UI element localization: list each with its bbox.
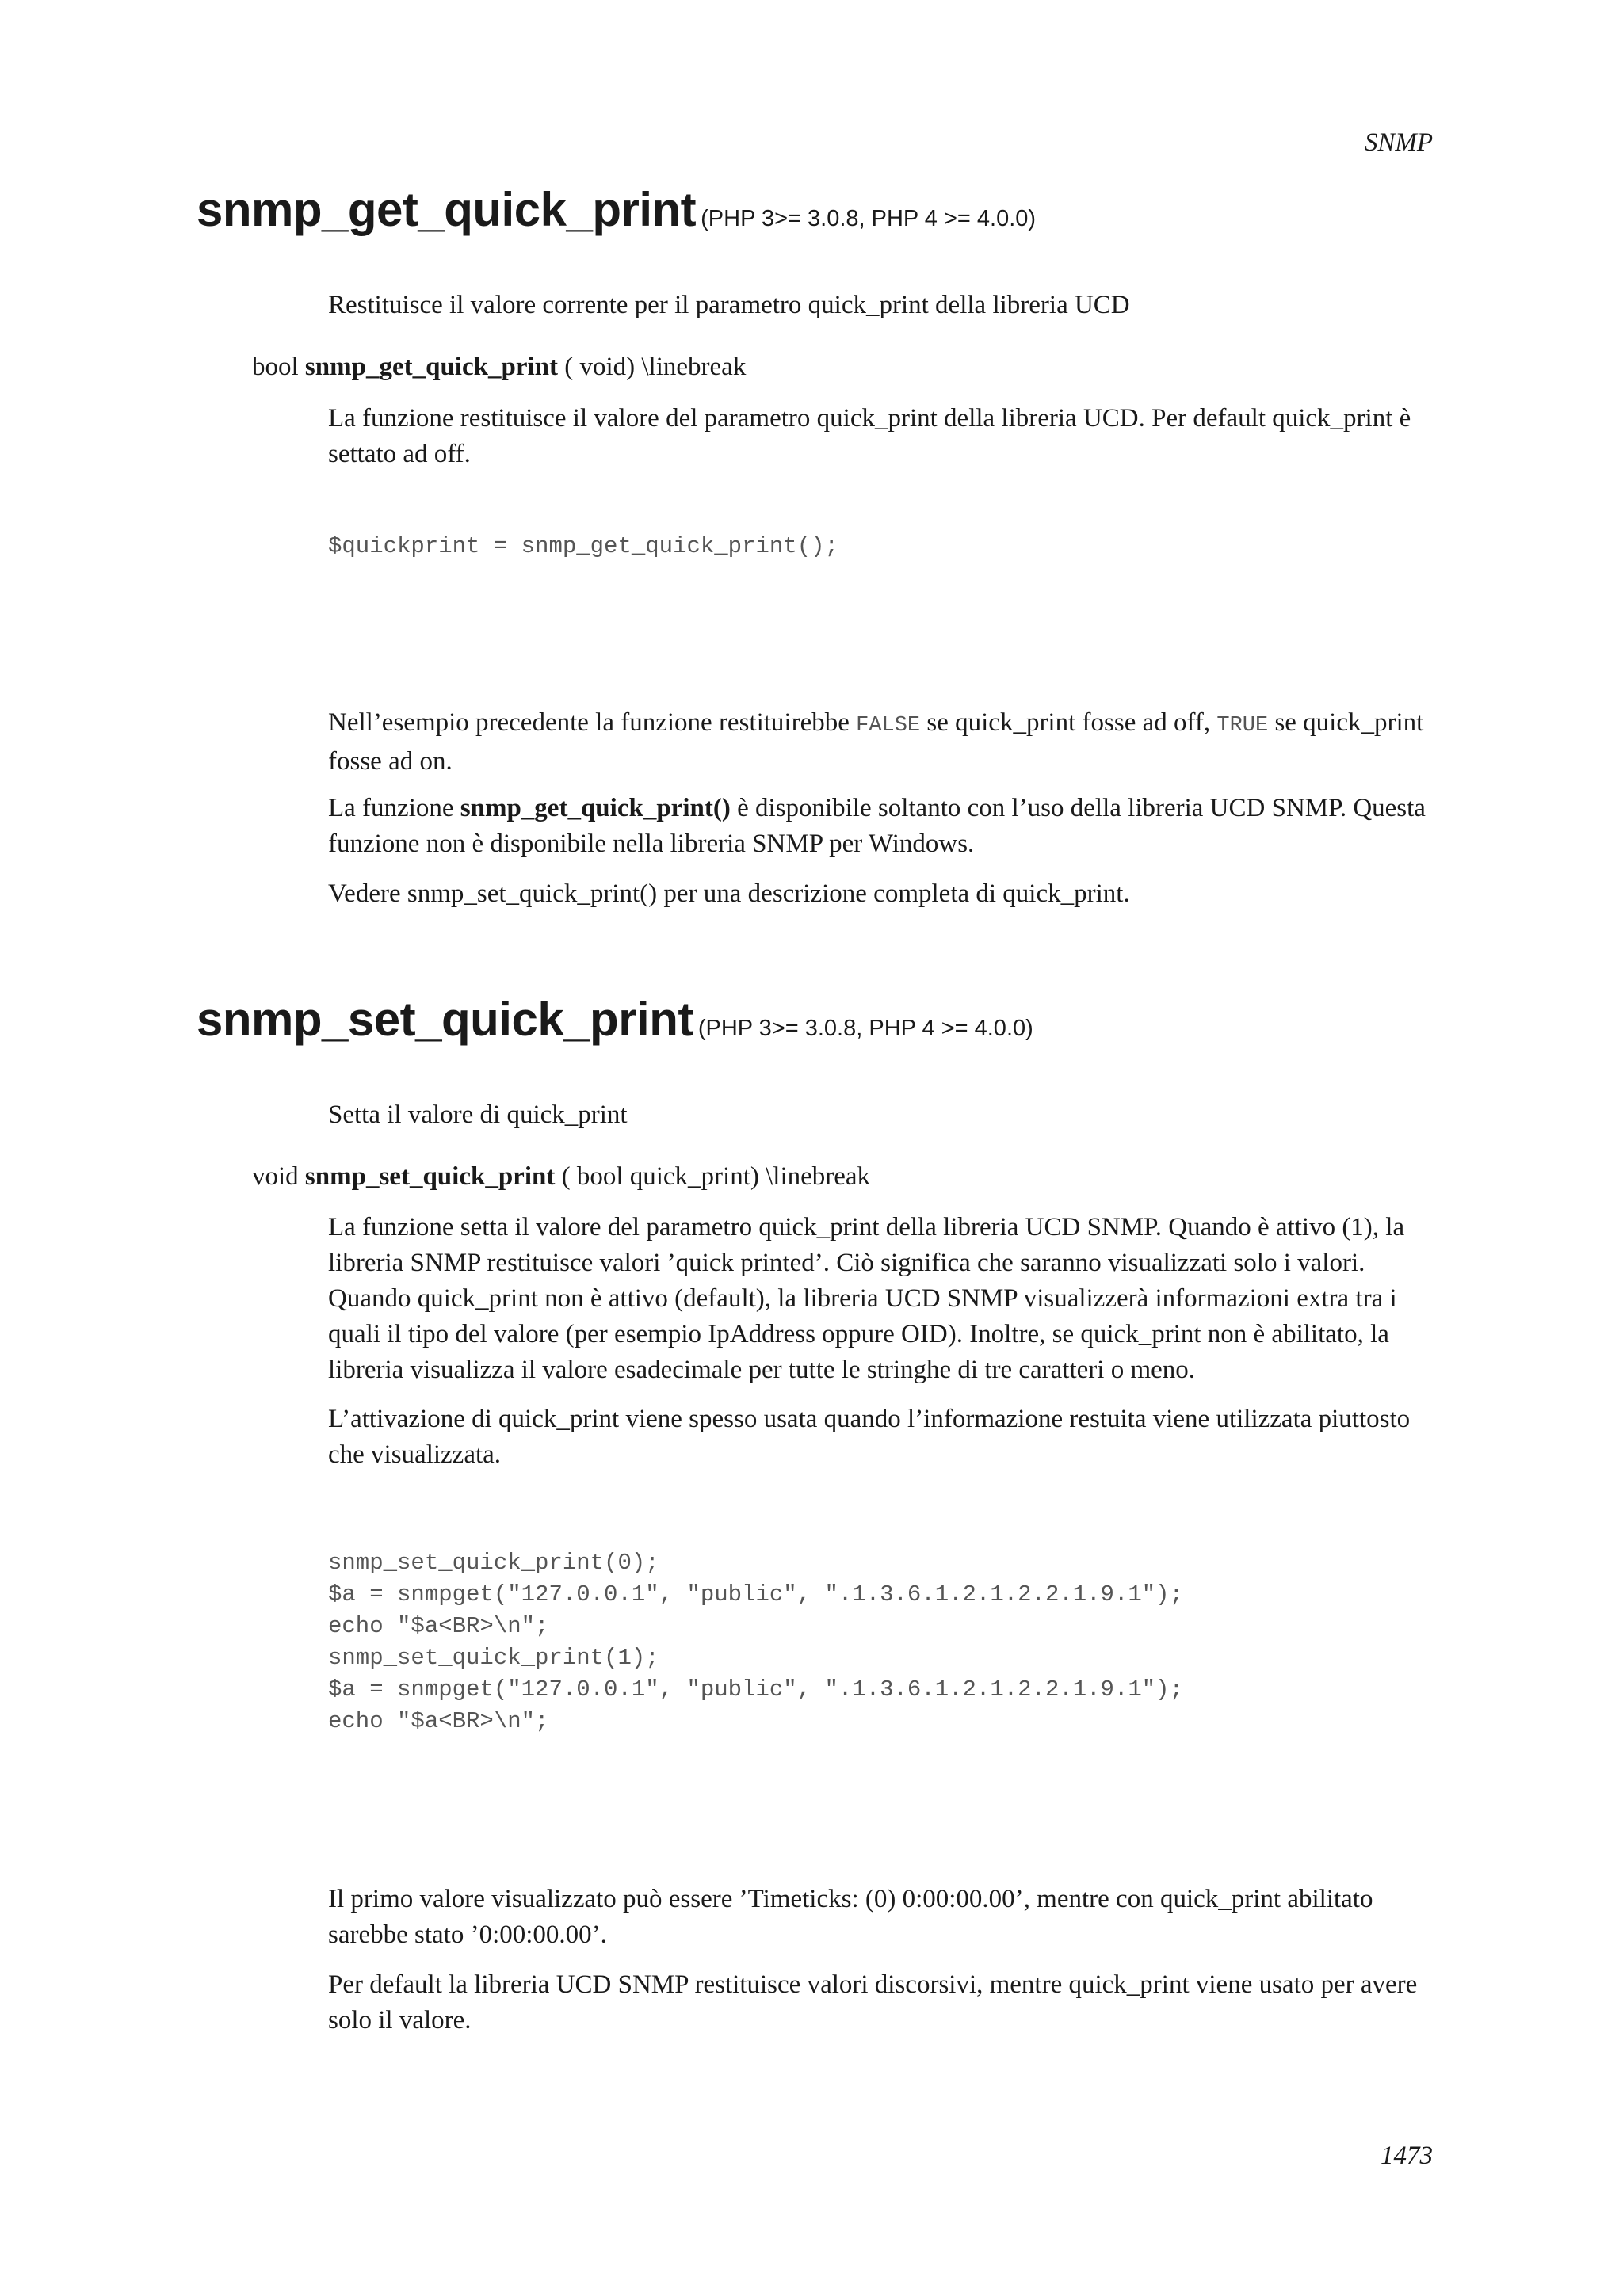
description-paragraph: La funzione setta il valore del parametro quick_print della libreria UCD SNMP. Quando è attivo (1), la libreria SNMP restituisce valori ’quick printed’. Ciò significa che saranno visualizzati solo i valori. Quando quick_print non è attivo (default), la libreria UCD SNMP visualizzerà informazioni extra tra i quali il tipo del valore (per esempio IpAddress oppure OID). Inoltre, se quick_print non è abilitato, la libreria visualizza il valore esadecimale per tutte le stringhe di tre caratteri o meno. <box>328 1213 1405 1384</box>
entry-heading-set-quick-print <box>197 992 1033 1047</box>
see-also-paragraph: Vedere snmp_set_quick_print() per una descrizione completa di quick_print. <box>328 879 1130 908</box>
version-info: (PHP 3>= 3.0.8, PHP 4 >= 4.0.0) <box>701 206 1037 231</box>
false-constant: FALSE <box>856 714 921 738</box>
default-behavior-paragraph: Per default la libreria UCD SNMP restituisce valori discorsivi, mentre quick_print viene usato per avere solo il valore. <box>328 1970 1418 2035</box>
purpose-text: Setta il valore di quick_print <box>328 1100 628 1129</box>
function-synopsis <box>252 1162 870 1192</box>
inline-function-name: snmp_get_quick_print() <box>460 794 731 822</box>
running-head: SNMP <box>1364 128 1433 157</box>
description-paragraph-2: L’attivazione di quick_print viene spesso usata quando l’informazione restuita viene utilizzata piuttosto che visualizzata. <box>328 1405 1411 1469</box>
synopsis-function-name: snmp_get_quick_print <box>304 353 558 381</box>
code-example: snmp_set_quick_print(0); $a = snmpget("127.0.0.1", "public", ".1.3.6.1.2.1.2.2.1.9.1"); echo "$a<BR>\n"; snmp_set_quick_print(1); $a = snmpget("127.0.0.1", "public", ".1.3.6.1.2.1.2.2.1.9.1"); echo "$a<BR>\n"; <box>328 1550 1183 1734</box>
return-type: void <box>252 1162 299 1191</box>
note-paragraph: Il primo valore visualizzato può essere ’Timeticks: (0) 0:00:00.00’, mentre con quick_print abilitato sarebbe stato ’0:00:00.00’. <box>328 1885 1373 1949</box>
function-synopsis <box>252 353 746 382</box>
function-name: snmp_set_quick_print <box>197 993 693 1046</box>
description-paragraph: La funzione restituisce il valore del parametro quick_print della libreria UCD. Per default quick_print è settato ad off. <box>328 404 1411 468</box>
availability-paragraph: La funzione snmp_get_quick_print() è disponibile soltanto con l’uso della libreria UCD SNMP. Questa funzione non è disponibile nella libreria SNMP per Windows. <box>328 794 1426 858</box>
version-info: (PHP 3>= 3.0.8, PHP 4 >= 4.0.0) <box>697 1016 1033 1041</box>
true-constant: TRUE <box>1216 714 1269 738</box>
synopsis-args: ( void) \linebreak <box>564 353 747 381</box>
entry-heading-get-quick-print <box>197 182 1036 237</box>
synopsis-function-name: snmp_set_quick_print <box>304 1162 556 1191</box>
page-number: 1473 <box>1381 2142 1433 2170</box>
synopsis-args: ( bool quick_print) \linebreak <box>561 1162 871 1191</box>
purpose-text: Restituisce il valore corrente per il parametro quick_print della libreria UCD <box>328 291 1130 319</box>
note-paragraph: Nell’esempio precedente la funzione restituirebbe FALSE se quick_print fosse ad off, TRUE se quick_print fosse ad on. <box>328 708 1424 776</box>
function-name: snmp_get_quick_print <box>197 183 697 236</box>
code-example: $quickprint = snmp_get_quick_print(); <box>328 533 838 559</box>
return-type: bool <box>252 353 299 381</box>
